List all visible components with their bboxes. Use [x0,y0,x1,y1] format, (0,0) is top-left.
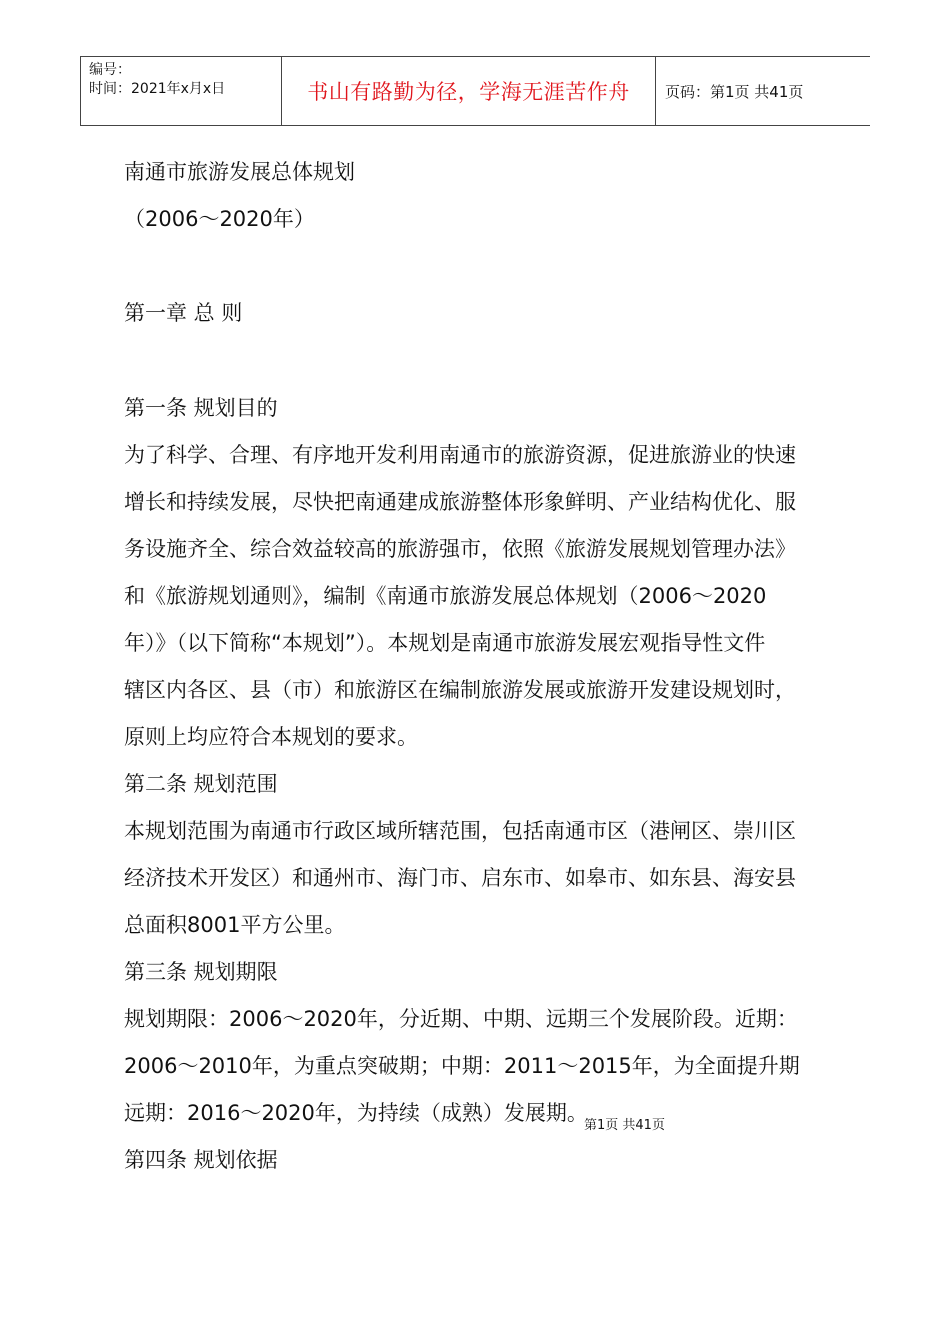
article-2-line: 经济技术开发区）和通州市、海门市、启东市、如皋市、如东县、海安县 [124,866,796,890]
article-1-line: 年）》（以下简称“本规划”）。本规划是南通市旅游发展宏观指导性文件 [124,631,766,655]
article-2-heading: 第二条 规划范围 [124,772,278,796]
document-subtitle: （2006～2020年） [124,207,315,231]
article-2-line: 总面积8001平方公里。 [124,913,346,937]
time-label: 时间：2021年x月x日 [89,81,226,97]
footer-page-info: 第1页 共41页 [584,1118,665,1133]
article-1-line: 辖区内各区、县（市）和旅游区在编制旅游发展或旅游开发建设规划时， [124,678,796,702]
article-2-line: 本规划范围为南通市行政区域所辖范围，包括南通市区（港闸区、崇川区 [124,819,796,843]
header-table [80,56,870,126]
article-3-heading: 第三条 规划期限 [124,960,278,984]
article-1-line: 为了科学、合理、有序地开发利用南通市的旅游资源，促进旅游业的快速 [124,443,796,467]
header-page-cell [656,57,870,125]
article-1-line: 增长和持续发展，尽快把南通建成旅游整体形象鲜明、产业结构优化、服 [124,490,796,514]
article-1-line: 务设施齐全、综合效益较高的旅游强市，依照《旅游发展规划管理办法》 [124,537,796,561]
article-4-heading: 第四条 规划依据 [124,1148,278,1172]
header-meta-cell [81,57,282,125]
header-motto-cell [282,57,656,125]
article-3-line: 2006～2010年，为重点突破期；中期：2011～2015年，为全面提升期 [124,1054,800,1078]
header-page-info: 页码：第1页 共41页 [665,82,804,101]
chapter-heading: 第一章 总 则 [124,301,243,325]
article-3-line: 规划期限：2006～2020年，分近期、中期、远期三个发展阶段。近期： [124,1007,798,1031]
article-1-line: 原则上均应符合本规划的要求。 [124,725,418,749]
article-1-heading: 第一条 规划目的 [124,396,278,420]
article-3-line: 远期：2016～2020年，为持续（成熟）发展期。 [124,1101,588,1125]
document-title: 南通市旅游发展总体规划 [124,160,355,184]
number-label: 编号： [89,62,131,78]
article-1-line: 和《旅游规划通则》，编制《南通市旅游发展总体规划（2006～2020 [124,584,767,608]
motto-text: 书山有路勤为径，学海无涯苦作舟 [307,80,630,104]
